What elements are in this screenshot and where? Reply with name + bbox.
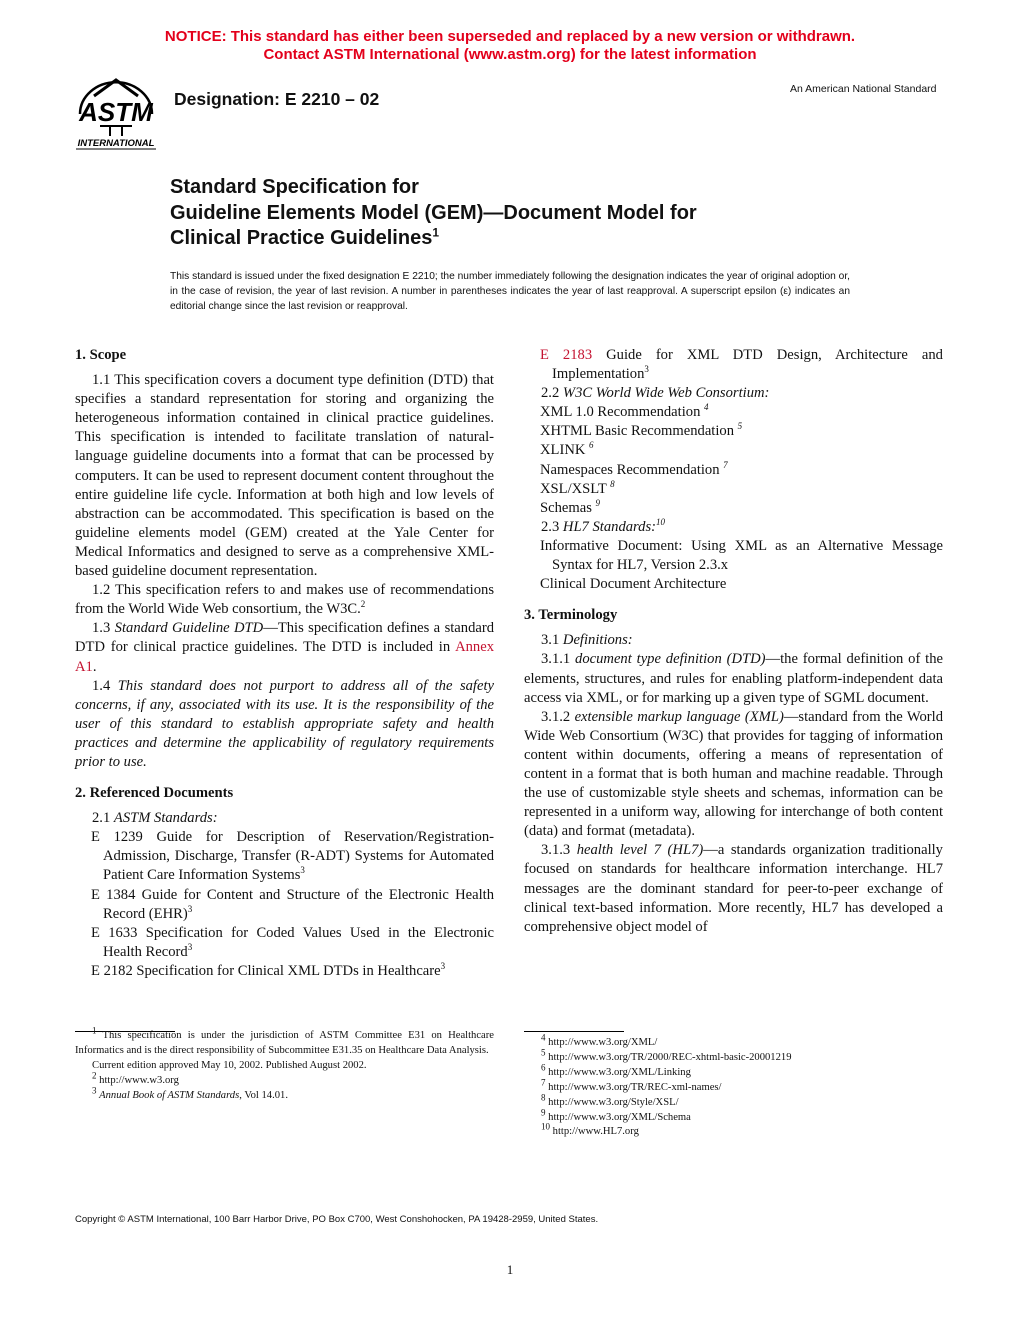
para-1-2: 1.2 This specification refers to and makes use of recommendations from the World Wide Web consortium, the W3C.$^2$ (75, 582, 494, 618)
section-3-heading: 3. Terminology (524, 607, 618, 624)
designation: Designation: E 2210 – 02 (174, 89, 380, 109)
w3c-reference-item: XHTML Basic Recommendation $^5$ (540, 421, 743, 440)
footnote-url: $^5$ http://www.w3.org/TR/2000/REC-xhtml-basic-20001219 (541, 1047, 792, 1063)
superseded-notice (0, 28, 1020, 64)
right-column (524, 346, 943, 937)
w3c-reference-item: XLINK $^6$ (540, 440, 594, 459)
hl7-item-1: Informative Document: Using XML as an Alternative Message Syntax for HL7, Version 2.3.x (540, 537, 943, 574)
para-1-3: 1.3 Standard Guideline DTD—This specification defines a standard DTD for clinical practice guidelines. The DTD is included in Annex A1. (75, 620, 495, 675)
para-2-3: 2.3 HL7 Standards:$^{10}$ (541, 516, 666, 535)
copyright: Copyright © ASTM International, 100 Barr Harbor Drive, PO Box C700, West Conshohocken, PA 19428-2959, United States. (75, 1214, 599, 1225)
footnotes-right (524, 1032, 943, 1140)
def-3-1-3: 3.1.3 health level 7 (HL7)—a standards organization traditionally focused on standards for healthcare information interchange. HL7 messages are the dominant standard for peer-to-peer exchange of clinical text-based information. More recently, HL7 has developed a comprehensive object model of (524, 842, 943, 935)
footnote-2: $^2$ http://www.w3.org (92, 1070, 179, 1086)
ref-e2183: E 2183 Guide for XML DTD Design, Architecture and Implementation$^3$ (540, 347, 943, 383)
astm-reference-item: E 1239 Guide for Description of Reservation/Registration-Admission, Discharge, Transfer (R-ADT) Systems for Automated Patient Care Information Systems$^3$ (91, 829, 494, 884)
w3c-reference-item: XSL/XSLT $^8$ (540, 478, 615, 497)
footnote-url: $^8$ http://www.w3.org/Style/XSL/ (541, 1092, 679, 1108)
para-3-1: 3.1 Definitions: (541, 632, 633, 649)
para-2-2: 2.2 W3C World Wide Web Consortium: (541, 385, 770, 402)
w3c-reference-item: Namespaces Recommendation $^7$ (540, 459, 728, 478)
w3c-reference-item: XML 1.0 Recommendation $^4$ (540, 402, 709, 421)
logo-sub: INTERNATIONAL (77, 138, 155, 149)
footnote-1: $^1$ This specification is under the jurisdiction of ASTM Committee E31 on Healthcare Informatics and is the direct responsibility of Subcommittee E31.35 on Healthcare Data Analysis. (75, 1025, 494, 1056)
left-column (75, 346, 494, 981)
e2183-link[interactable]: E 2183 (540, 347, 593, 363)
footnote-url: $^{10}$ http://www.HL7.org (541, 1121, 639, 1138)
astm-reference-list (75, 828, 494, 981)
logo-mark: ASTM (79, 97, 153, 127)
notice-line-1: NOTICE: This standard has either been superseded and replaced by a new version or withdrawn. (164, 28, 856, 45)
footnote-url: $^6$ http://www.w3.org/XML/Linking (541, 1062, 691, 1078)
title-footnote-mark: 1 (432, 225, 440, 240)
page-title (170, 175, 697, 252)
title-line-3: Clinical Practice Guidelines (170, 227, 433, 249)
para-1-1: 1.1 This specification covers a document type definition (DTD) that specifies a standard representation for storing and organizing the heterogeneous information contained in clinical practice guidelines. This specification is intended to facilitate translation of natural-language guideline documents into a format that can be processed by computers. It can be used to represent document content throughout the entire guideline life cycle. Information at both high and low levels of abstraction can be accommodated. This specification is based on the guideline elements model (GEM) created at the Yale Center for Medical Informatics and designed to serve as a comprehensive XML-based guideline document representation. (75, 372, 494, 580)
astm-reference-item: E 1384 Guide for Content and Structure of the Electronic Health Record (EHR)$^3$ (91, 886, 494, 922)
issuance-note: This standard is issued under the fixed designation E 2210; the number immediately following the designation indicates the year of original adoption or, in the case of revision, the year of last revision. A number in parentheses indicates the year of last reapproval. A superscript epsilon (ε) indicates an editorial change since the last revision or reapproval. (170, 271, 850, 312)
page-number: 1 (506, 1262, 514, 1277)
american-national-standard: An American National Standard (790, 83, 937, 95)
def-3-1-1: 3.1.1 document type definition (DTD)—the formal definition of the elements, structures, and rules for enabling platform-independent data access via XML, or for marking up a given type of SGML document. (524, 651, 943, 706)
astm-reference-item: E 1633 Specification for Coded Values Used in the Electronic Health Record$^3$ (91, 924, 494, 960)
w3c-reference-item: Schemas $^9$ (540, 497, 601, 516)
title-line-1: Standard Specification for (170, 176, 419, 198)
footnote-3: $^3$ Annual Book of ASTM Standards, Vol 14.01. (92, 1085, 288, 1101)
title-line-2: Guideline Elements Model (GEM)—Document Model for (170, 201, 697, 224)
annex-a1-link[interactable]: Annex A1 (75, 639, 495, 675)
footnote-rule-right (524, 1031, 624, 1032)
def-3-1-2: 3.1.2 extensible markup language (XML)—standard from the World Wide Web Consortium (W3C) that provides for tagging of information content within documents, offering a means of representation of content in a format that is both human and machine readable. Through the use of customizable style sheets and schemas, information can be represented in a uniform way, allowing for interchange of both content (data) and format (metadata). (524, 708, 943, 840)
footnote-url: $^4$ http://www.w3.org/XML/ (541, 1032, 658, 1048)
footnote-1-edition: Current edition approved May 10, 2002. Published August 2002. (92, 1059, 367, 1071)
section-2-heading: 2. Referenced Documents (75, 785, 234, 802)
para-2-1: 2.1 ASTM Standards: (92, 810, 218, 827)
para-1-4: 1.4 This standard does not purport to address all of the safety concerns, if any, associated with its use. It is the responsibility of the user of this standard to establish appropriate safety and health practices and determine the applicability of regulatory requirements prior to use. (75, 677, 494, 770)
notice-line-2: Contact ASTM International (www.astm.org) for the latest information (263, 46, 757, 63)
footnote-url: $^9$ http://www.w3.org/XML/Schema (541, 1107, 691, 1123)
section-1-heading: 1. Scope (75, 347, 127, 363)
footnotes-left (75, 1025, 494, 1104)
hl7-item-2: Clinical Document Architecture (540, 576, 727, 593)
astm-logo-icon (70, 74, 162, 152)
astm-reference-item: E 2182 Specification for Clinical XML DTDs in Healthcare$^3$ (91, 961, 446, 979)
footnote-url: $^7$ http://www.w3.org/TR/REC-xml-names/ (541, 1077, 722, 1093)
w3c-reference-list (524, 403, 943, 518)
